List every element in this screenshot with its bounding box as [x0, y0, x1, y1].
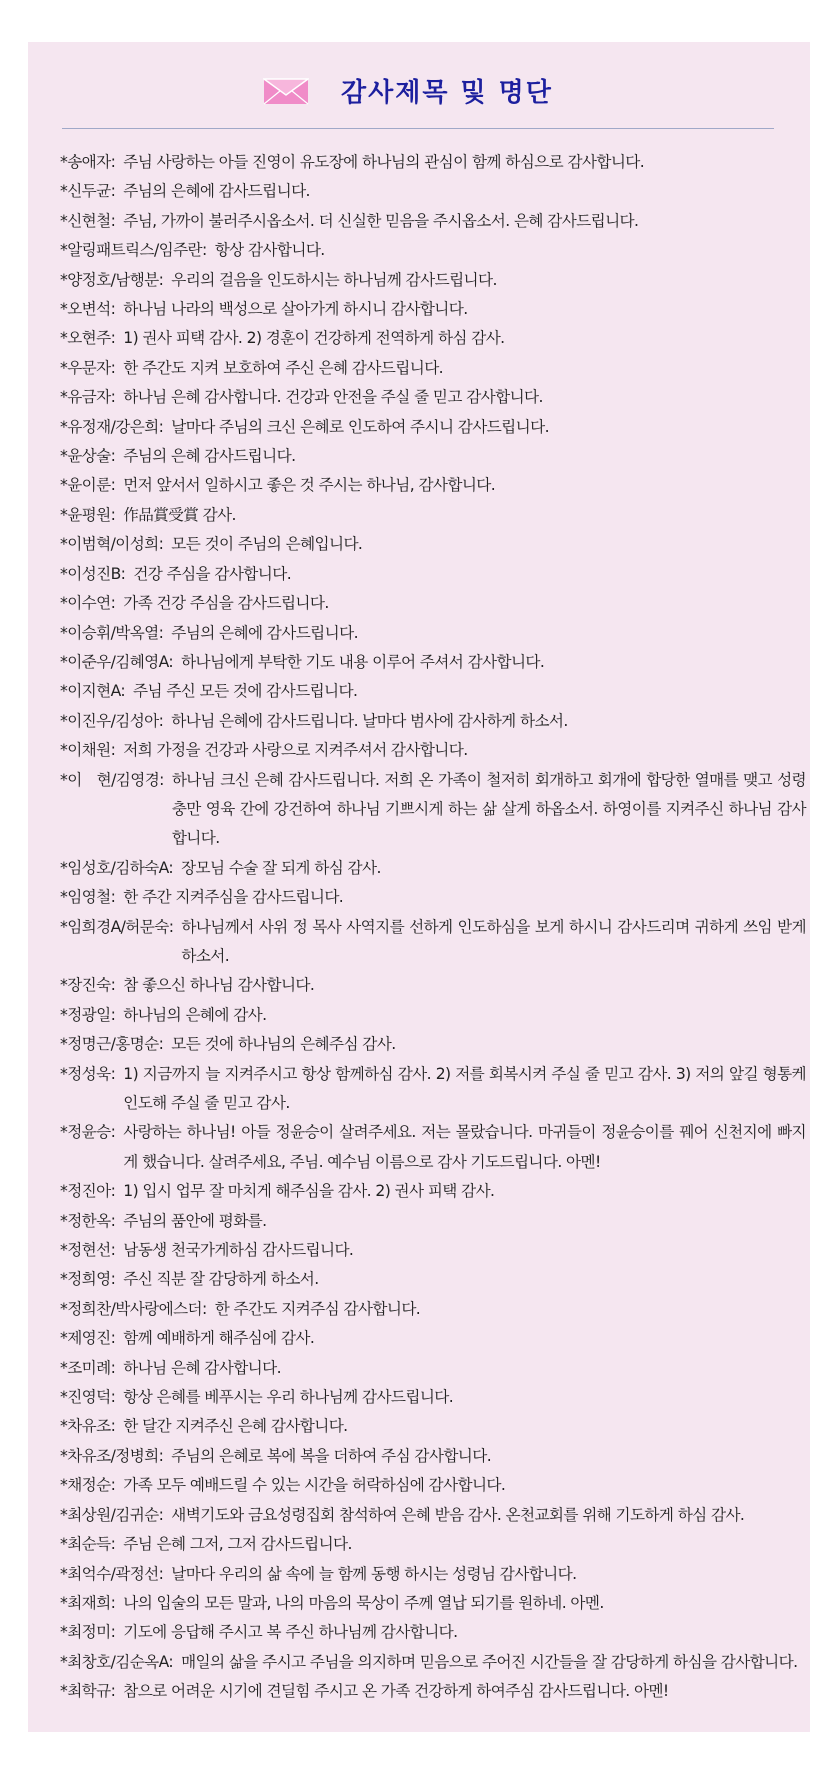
entry-message: 주님의 은혜 감사드립니다.	[123, 447, 296, 466]
entry-message: 함께 예배하게 해주심에 감사.	[123, 1329, 315, 1348]
list-item	[60, 883, 806, 912]
entry-name: *이준우/김혜영A:	[60, 652, 174, 671]
entry-message: 날마다 우리의 삶 속에 늘 함께 동행 하시는 성령님 감사합니다.	[171, 1564, 577, 1583]
entry-name: *윤상술:	[60, 447, 116, 466]
list-item	[60, 854, 806, 883]
list-item	[60, 177, 806, 206]
entry-name: *임희경A/허문숙:	[60, 917, 174, 936]
entry-name: *이승휘/박옥열:	[60, 623, 164, 642]
entry-name: *정성욱:	[60, 1064, 116, 1083]
list-item	[60, 471, 806, 500]
entry-message: 하나님의 은혜에 감사.	[123, 1005, 267, 1024]
entry-message: 항상 감사합니다.	[214, 241, 325, 260]
entry-message: 가족 건강 주심을 감사드립니다.	[123, 594, 329, 613]
list-item	[60, 766, 806, 854]
entry-name: *채정순:	[60, 1476, 116, 1495]
entry-message: 매일의 삶을 주시고 주님을 의지하며 믿음으로 주어진 시간들을 잘 감당하게 하심을 감사합니다.	[181, 1652, 798, 1671]
entry-name: *정희영:	[60, 1270, 116, 1289]
list-item	[60, 1648, 806, 1677]
entry-name: *오변석:	[60, 300, 116, 319]
entry-name: *최상원/김귀순:	[60, 1505, 164, 1524]
list-item	[60, 1060, 806, 1119]
entry-name: *정한옥:	[60, 1211, 116, 1230]
entry-name: *정현선:	[60, 1241, 116, 1260]
list-item	[60, 1236, 806, 1265]
entry-name: *장진숙:	[60, 976, 116, 995]
list-item	[60, 530, 806, 559]
entry-name: *이 현/김영경:	[60, 770, 164, 789]
entry-message: 하나님 은혜 감사합니다.	[123, 1358, 281, 1377]
entry-name: *오현주:	[60, 329, 116, 348]
entry-message: 주님의 은혜에 감사드립니다.	[123, 182, 310, 201]
entry-message: 주님 은혜 그저, 그저 감사드립니다.	[123, 1535, 352, 1554]
list-item	[60, 1354, 806, 1383]
title-divider	[62, 128, 774, 129]
entry-name: *차유조/정병희:	[60, 1446, 164, 1465]
list-item	[60, 1001, 806, 1030]
entry-name: *윤평원:	[60, 505, 116, 524]
entry-name: *윤이룬:	[60, 476, 116, 495]
entry-name: *진영덕:	[60, 1388, 116, 1407]
entry-message: 하나님에게 부탁한 기도 내용 이루어 주셔서 감사합니다.	[181, 652, 545, 671]
list-item	[60, 295, 806, 324]
entry-message: 하나님 나라의 백성으로 살아가게 하시니 감사합니다.	[123, 300, 468, 319]
entry-message: 참 좋으신 하나님 감사합니다.	[123, 976, 315, 995]
list-item	[60, 207, 806, 236]
list-item	[60, 707, 806, 736]
list-item	[60, 1383, 806, 1412]
entry-message: 주님, 가까이 불러주시옵소서. 더 신실한 믿음을 주시옵소서. 은혜 감사드립니다.	[123, 211, 639, 230]
list-item	[60, 736, 806, 765]
entry-message: 저희 가정을 건강과 사랑으로 지켜주셔서 감사합니다.	[123, 741, 468, 760]
entry-message: 기도에 응답해 주시고 복 주신 하나님께 감사합니다.	[123, 1623, 458, 1642]
list-item	[60, 354, 806, 383]
entry-name: *최정미:	[60, 1623, 116, 1642]
entry-message: 모든 것이 주님의 은혜입니다.	[171, 535, 363, 554]
entry-name: *정광일:	[60, 1005, 116, 1024]
entry-message: 한 주간도 지켜주심 감사합니다.	[214, 1299, 421, 1318]
entry-message: 새벽기도와 금요성령집회 참석하여 은혜 받음 감사. 온천교회를 위해 기도하게 하심 감사.	[171, 1505, 745, 1524]
entry-name: *임성호/김하숙A:	[60, 858, 174, 877]
list-item	[60, 1295, 806, 1324]
entry-name: *제영진:	[60, 1329, 116, 1348]
entry-message: 하나님 은혜 감사합니다. 건강과 안전을 주실 줄 믿고 감사합니다.	[123, 388, 543, 407]
entry-name: *임영철:	[60, 888, 116, 907]
list-item	[60, 1560, 806, 1589]
entry-message: 항상 은혜를 베푸시는 우리 하나님께 감사드립니다.	[123, 1388, 454, 1407]
entry-message: 주님의 은혜에 감사드립니다.	[171, 623, 358, 642]
list-item	[60, 677, 806, 706]
list-item	[60, 648, 806, 677]
entry-name: *정진아:	[60, 1182, 116, 1201]
entry-name: *정윤승:	[60, 1123, 116, 1142]
entry-message: 주님의 은혜로 복에 복을 더하여 주심 감사합니다.	[171, 1446, 492, 1465]
list-item	[60, 1412, 806, 1441]
entry-name: *이채원:	[60, 741, 116, 760]
list-item	[60, 1530, 806, 1559]
list-item	[60, 913, 806, 972]
header	[28, 70, 810, 114]
envelope-icon	[263, 76, 309, 106]
entry-message: 한 주간도 지켜 보호하여 주신 은혜 감사드립니다.	[123, 358, 444, 377]
list-item	[60, 266, 806, 295]
entry-message: 참으로 어려운 시기에 견딜힘 주시고 온 가족 건강하게 하여주심 감사드립니다. 아멘!	[123, 1682, 669, 1701]
prayer-panel	[28, 42, 810, 1732]
list-item	[60, 619, 806, 648]
list-item	[60, 1118, 806, 1177]
entry-message: 1) 권사 피택 감사. 2) 경훈이 건강하게 전역하게 하심 감사.	[123, 329, 505, 348]
entry-name: *최재희:	[60, 1593, 116, 1612]
entry-message: 주님의 품안에 평화를.	[123, 1211, 267, 1230]
entry-name: *최순득:	[60, 1535, 116, 1554]
list-item	[60, 971, 806, 1000]
entry-message: 먼저 앞서서 일하시고 좋은 것 주시는 하나님, 감사합니다.	[123, 476, 496, 495]
entry-name: *조미례:	[60, 1358, 116, 1377]
list-item	[60, 413, 806, 442]
entry-message: 1) 입시 업무 잘 마치게 해주심을 감사. 2) 권사 피택 감사.	[123, 1182, 495, 1201]
list-item	[60, 1589, 806, 1618]
list-item	[60, 1677, 806, 1706]
page-title: 감사제목 및 명단	[341, 78, 553, 108]
list-item	[60, 1207, 806, 1236]
entry-message: 作品賞受賞 감사.	[123, 505, 236, 524]
list-item	[60, 1442, 806, 1471]
entry-message: 사랑하는 하나님! 아들 정윤승이 살려주세요. 저는 몰랐습니다. 마귀들이 정윤승이를 꿰어 신천지에 빠지게 했습니다. 살려주세요, 주님. 예수님 이름으로 감사 기도드립니다. 아멘!	[123, 1123, 806, 1171]
list-item	[60, 1501, 806, 1530]
entry-name: *알링패트릭스/임주란:	[60, 241, 207, 260]
entry-name: *이수연:	[60, 594, 116, 613]
entry-message: 하나님께서 사위 정 목사 사역지를 선하게 인도하심을 보게 하시니 감사드리며 귀하게 쓰임 받게 하소서.	[181, 917, 806, 965]
list-item	[60, 1471, 806, 1500]
entry-message: 한 주간 지켜주심을 감사드립니다.	[123, 888, 344, 907]
entry-message: 가족 모두 예배드릴 수 있는 시간을 허락하심에 감사합니다.	[123, 1476, 506, 1495]
entry-message: 한 달간 지켜주신 은혜 감사합니다.	[123, 1417, 348, 1436]
entry-name: *이성진B:	[60, 564, 126, 583]
entry-name: *최창호/김순옥A:	[60, 1652, 174, 1671]
entry-name: *정명근/홍명순:	[60, 1035, 164, 1054]
entry-message: 남동생 천국가게하심 감사드립니다.	[123, 1241, 354, 1260]
entry-message: 모든 것에 하나님의 은혜주심 감사.	[171, 1035, 396, 1054]
entry-name: *유정재/강은희:	[60, 417, 164, 436]
entry-message: 하나님 크신 은혜 감사드립니다. 저희 온 가족이 철저히 회개하고 회개에 합당한 열매를 맺고 성령 충만 영육 간에 강건하여 하나님 기쁘시게 하는 삶 살게 하옵소서. 하영이를 지켜주신 하나님 감사합니다.	[171, 770, 806, 848]
entry-name: *정희찬/박사랑에스더:	[60, 1299, 207, 1318]
entry-message: 날마다 주님의 크신 은혜로 인도하여 주시니 감사드립니다.	[171, 417, 549, 436]
list-item	[60, 383, 806, 412]
list-item	[60, 442, 806, 471]
list-item	[60, 560, 806, 589]
list-item	[60, 324, 806, 353]
list-item	[60, 589, 806, 618]
entry-message: 나의 입술의 모든 말과, 나의 마음의 묵상이 주께 열납 되기를 원하네. 아멘.	[123, 1593, 604, 1612]
entry-name: *이범혁/이성희:	[60, 535, 164, 554]
list-item	[60, 1030, 806, 1059]
entry-name: *송애자:	[60, 153, 116, 171]
entry-name: *양정호/남행분:	[60, 270, 164, 289]
entry-message: 1) 지금까지 늘 지켜주시고 항상 함께하심 감사. 2) 저를 회복시켜 주실 줄 믿고 감사. 3) 저의 앞길 형통케 인도해 주실 줄 믿고 감사.	[123, 1064, 806, 1112]
list-item	[60, 1177, 806, 1206]
entry-message: 주님 주신 모든 것에 감사드립니다.	[133, 682, 358, 701]
entry-name: *우문자:	[60, 358, 116, 377]
list-item	[60, 1265, 806, 1294]
entry-name: *신현철:	[60, 211, 116, 230]
entry-message: 건강 주심을 감사합니다.	[133, 564, 292, 583]
entry-name: *신두균:	[60, 182, 116, 201]
thanksgiving-list	[60, 148, 806, 1707]
list-item	[60, 236, 806, 265]
entry-message: 우리의 걸음을 인도하시는 하나님께 감사드립니다.	[171, 270, 497, 289]
list-item	[60, 1324, 806, 1353]
list-item	[60, 1618, 806, 1647]
entry-name: *이진우/김성아:	[60, 711, 164, 730]
list-item	[60, 148, 806, 177]
entry-message: 주신 직분 잘 감당하게 하소서.	[123, 1270, 319, 1289]
entry-message: 하나님 은혜에 감사드립니다. 날마다 범사에 감사하게 하소서.	[171, 711, 568, 730]
entry-name: *최학규:	[60, 1682, 116, 1701]
entry-message: 주님 사랑하는 아들 진영이 유도장에 하나님의 관심이 함께 하심으로 감사합니다.	[123, 153, 645, 171]
entry-name: *이지현A:	[60, 682, 126, 701]
entry-name: *유금자:	[60, 388, 116, 407]
list-item	[60, 501, 806, 530]
entry-name: *차유조:	[60, 1417, 116, 1436]
entry-message: 장모님 수술 잘 되게 하심 감사.	[181, 858, 381, 877]
entry-name: *최억수/곽정선:	[60, 1564, 164, 1583]
